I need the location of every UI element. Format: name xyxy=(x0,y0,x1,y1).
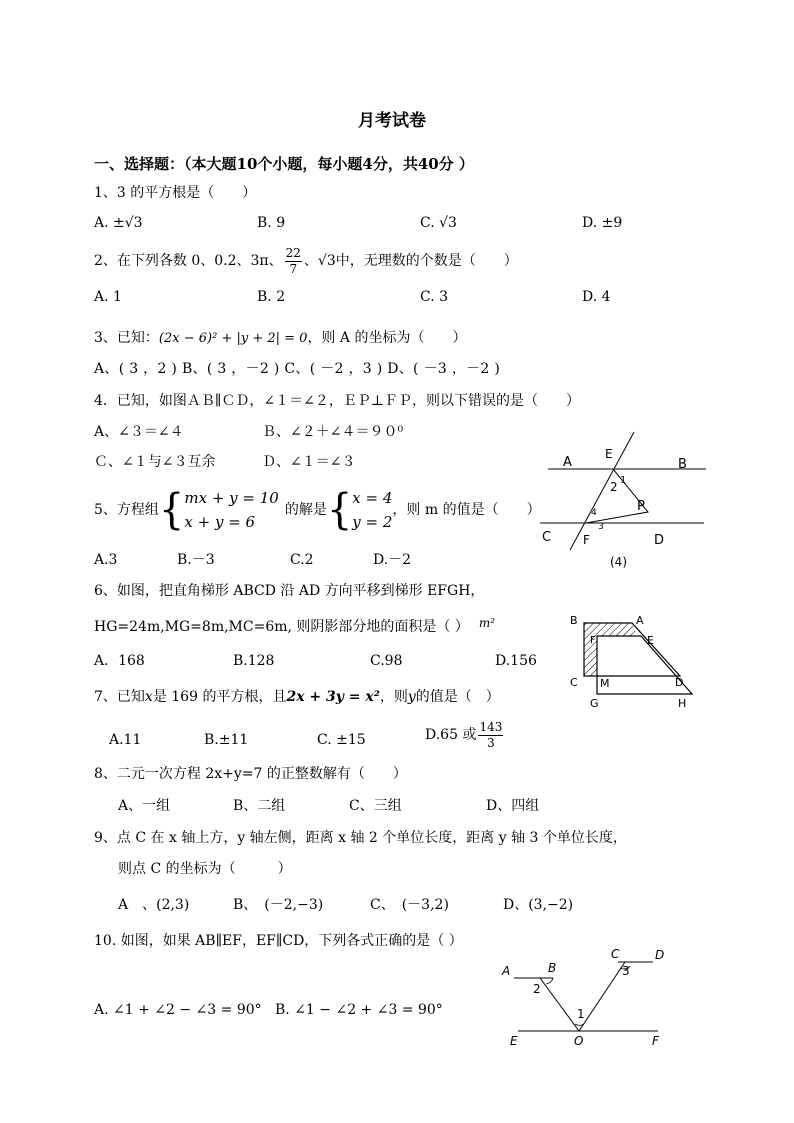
fig10-label-d: D xyxy=(655,948,665,962)
q9-option-b: B、 (－2,−3) xyxy=(233,897,324,913)
fig6-label-d: D xyxy=(675,676,684,689)
fig6-label-a: A xyxy=(636,614,644,627)
q10-option-b: B. ∠1 − ∠2 + ∠3 = 90° xyxy=(275,1002,443,1018)
q5-stem-post: ，则 m 的值是（ ） xyxy=(392,502,541,518)
q2-stem-pre: 2、在下列各数 0、0.2、3π、 xyxy=(94,253,283,269)
q9-option-c: C、 (－3,2) xyxy=(370,897,449,913)
q1-option-b: B. 9 xyxy=(257,215,286,231)
fig4-angle-4: 4 xyxy=(591,508,597,518)
fig10-label-b: B xyxy=(548,961,557,975)
q8-option-a: A、一组 xyxy=(118,798,171,814)
q3-formula: (2x − 6)² + |y + 2| = 0 xyxy=(158,331,308,346)
fig6-label-h: H xyxy=(678,697,687,710)
q6-option-d: D.156 xyxy=(495,653,537,669)
q5-solution-1: x = 4 xyxy=(352,489,393,507)
fig4-label-c: C xyxy=(542,530,552,545)
question-1-stem: 1、3 的平方根是（ ） xyxy=(94,185,257,201)
q5-option-a: A.3 xyxy=(94,552,118,568)
angle-1-arc xyxy=(575,1024,584,1025)
question-9-line-2: 则点 C 的坐标为（ ） xyxy=(118,861,292,877)
fig4-label-p: P xyxy=(637,499,645,514)
q7-stem-pre: 7、已知 xyxy=(94,689,145,705)
q3-stem-pre: 3、已知： xyxy=(94,330,159,346)
q7-var-x: x xyxy=(144,689,153,705)
q5-option-d: D.－2 xyxy=(373,552,412,568)
fig6-label-e: E xyxy=(647,634,654,647)
q6-unit: m² xyxy=(478,616,496,630)
q10-option-a: A. ∠1 + ∠2 − ∠3 = 90° xyxy=(94,1002,262,1018)
q2-option-a: A. 1 xyxy=(94,289,122,305)
fig4-angle-1: 1 xyxy=(620,475,627,486)
q7-option-c: C. ±15 xyxy=(317,732,366,748)
q5-mid: 的解是 xyxy=(284,502,327,518)
q5-option-c: C.2 xyxy=(290,552,314,568)
q2-frac-denominator: 7 xyxy=(289,261,298,276)
question-9-line-1: 9、点 C 在 x 轴上方，y 轴左侧，距离 x 轴 2 个单位长度，距离 y 轴 3 个单位长度， xyxy=(94,830,627,846)
q2-option-d: D. 4 xyxy=(582,289,611,305)
fig10-label-e: E xyxy=(510,1034,518,1048)
q5-option-b: B.－3 xyxy=(177,552,215,568)
question-4-stem: 4．已知，如图ＡＢ∥ＣＤ，∠１＝∠２，ＥＰ⊥ＦＰ，则以下错误的是（ ） xyxy=(94,393,580,409)
fig10-angle-3: 3 xyxy=(622,964,630,978)
fig10-label-f: F xyxy=(652,1034,659,1048)
q4-option-d: Ｄ、∠１＝∠３ xyxy=(262,454,356,470)
fig4-label-a: A xyxy=(563,455,572,470)
q5-solution-2: y = 2 xyxy=(352,513,393,531)
fig6-label-b: B xyxy=(570,614,578,627)
fig10-angle-1: 1 xyxy=(577,1007,585,1021)
q1-option-c: C. √3 xyxy=(420,215,457,231)
q2-option-c: C. 3 xyxy=(420,289,449,305)
q7-stem-mid2: ，则 xyxy=(379,689,408,705)
q4-option-b: Ｂ、∠２＋∠４＝９０⁰ xyxy=(262,424,404,440)
q3-options: A、( 3 ，2 ) B、( 3 ，－2 ) C、( －2 ，3 ) D、( －3 ，－2 ) xyxy=(94,361,501,377)
q8-option-c: C、三组 xyxy=(349,798,402,814)
question-10-stem: 10. 如图，如果 AB∥EF，EF∥CD，下列各式正确的是（ ） xyxy=(94,933,463,949)
q8-option-b: B、二组 xyxy=(233,798,286,814)
fig6-label-c: C xyxy=(570,676,578,689)
q2-frac-numerator: 22 xyxy=(285,246,301,261)
q5-brace-right: { xyxy=(326,485,353,535)
fig4-angle-3: 3 xyxy=(598,522,604,532)
fig10-angle-2: 2 xyxy=(533,982,541,996)
q1-option-a: A. ±√3 xyxy=(94,215,143,231)
fig6-label-f: F xyxy=(590,635,596,646)
q9-option-a: A 、(2,3) xyxy=(118,897,190,913)
fig4-label-d: D xyxy=(654,533,665,548)
q7-option-d-pre: D.65 或 xyxy=(425,727,477,743)
fig4-label-e: E xyxy=(605,447,613,461)
q6-line2-text: HG=24m,MG=8m,MC=6m, 则阴影部分地的面积是（ ） xyxy=(94,619,469,635)
q6-option-c: C.98 xyxy=(370,653,403,669)
q8-option-d: D、四组 xyxy=(486,798,540,814)
q7-option-b: B.±11 xyxy=(204,732,249,748)
q5-equation-1: mx + y = 10 xyxy=(184,489,279,507)
fig6-label-m: M xyxy=(600,677,610,690)
fig10-label-a: A xyxy=(502,964,511,978)
q7-stem-post: 的值是（ ） xyxy=(415,689,500,705)
q1-option-d: D. ±9 xyxy=(582,215,623,231)
angle-2-arc xyxy=(546,978,553,984)
q7-stem-mid: 是 169 的平方根，且 xyxy=(152,689,287,705)
fig10-label-o: O xyxy=(574,1034,584,1048)
q9-option-d: D、(3,−2) xyxy=(503,897,574,913)
question-6-line-1: 6、如图，把直角梯形 ABCD 沿 AD 方向平移到梯形 EFGH， xyxy=(94,583,485,599)
q5-equation-2: x + y = 6 xyxy=(184,513,256,531)
q7-frac-numerator: 143 xyxy=(479,720,503,735)
q7-option-a: A.11 xyxy=(109,732,142,748)
q2-stem-post: 、√3中，无理数的个数是（ ） xyxy=(303,253,518,269)
section-heading: 一、选择题：（本大题10个小题，每小题4分，共40分 ） xyxy=(94,155,474,173)
fig10-label-c: C xyxy=(611,947,620,961)
question-8-stem: 8、二元一次方程 2x+y=7 的正整数解有（ ） xyxy=(94,766,407,782)
q4-option-c: Ｃ、∠１与∠３互余 xyxy=(94,454,216,470)
q5-brace-left: { xyxy=(158,485,185,535)
q7-formula: 2x + 3y = x² xyxy=(286,689,380,705)
q4-option-a: A、∠３＝∠４ xyxy=(94,424,184,440)
fig4-angle-2: 2 xyxy=(610,480,618,494)
q3-stem-post: ，则 A 的坐标为（ ） xyxy=(307,330,467,346)
q5-stem-pre: 5、方程组 xyxy=(94,502,159,518)
fig6-label-g: G xyxy=(590,697,599,710)
fig4-caption: (4) xyxy=(610,555,627,569)
q7-var-y: y xyxy=(407,689,416,705)
q7-frac-denominator: 3 xyxy=(487,735,495,750)
q6-option-a: A．168 xyxy=(94,653,145,669)
q2-option-b: B. 2 xyxy=(257,289,286,305)
fig4-label-f: F xyxy=(583,533,590,547)
q6-option-b: B.128 xyxy=(233,653,275,669)
fig4-label-b: B xyxy=(678,457,687,472)
page-title: 月考试卷 xyxy=(358,111,426,131)
